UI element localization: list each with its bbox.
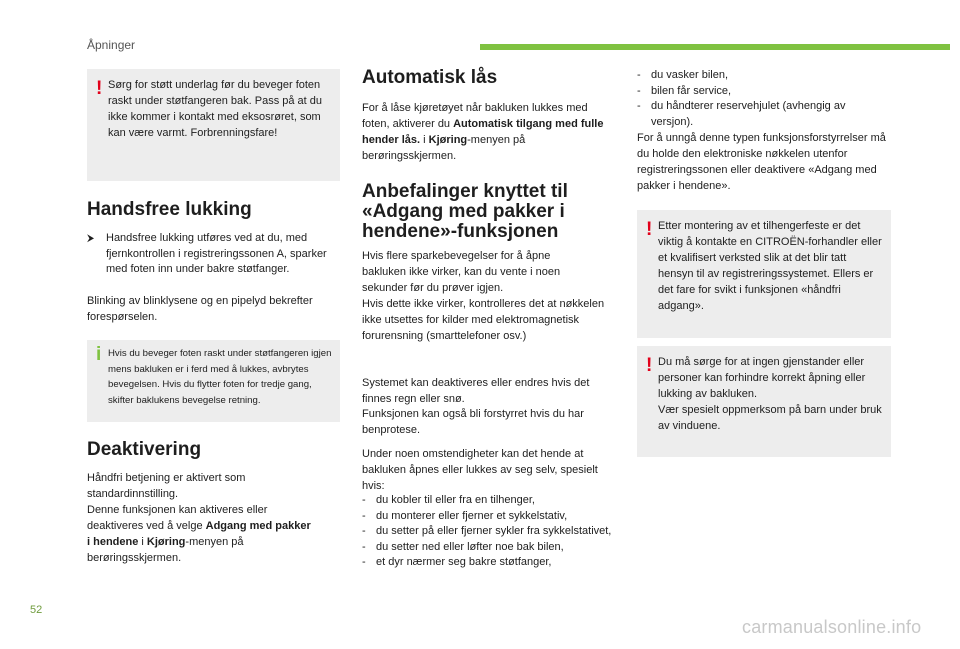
list-item: - du setter på eller fjerner sykler fra sykkelstativet,: [362, 524, 612, 540]
handsfree-bullet-item: [87, 231, 327, 278]
warning-text: Du må sørge for at ingen gjenstander eller personer kan forhindre korrekt åpning eller lukking av bakluken.: [658, 356, 866, 400]
continued-circumstances-list: [637, 68, 887, 130]
avoid-malfunction-text: For å unngå denne typen funksjonsforstyrrelser må du holde den elektroniske nøkkelen utenfor registreringssonen eller deaktivere «Adgang med pakker i hendene».: [637, 132, 886, 192]
list-item: - et dyr nærmer seg bakre støtfanger,: [362, 555, 612, 571]
list-item: - du setter ned eller løfter noe bak bilen,: [362, 540, 612, 556]
handsfree-confirmation-text: Blinking av blinklysene og en pipelyd bekrefter forespørselen.: [87, 295, 313, 323]
exclamation-warning-icon: !: [646, 355, 653, 376]
system-prosthesis-text: Funksjonen kan også bli forstyrret hvis du har benprotese.: [362, 408, 584, 436]
section-title: Åpninger: [87, 38, 136, 52]
warning-box-towbar: [637, 210, 891, 338]
info-box-foot-movement: [87, 340, 340, 422]
handsfree-bullet-text: Handsfree lukking utføres ved at du, med fjernkontrollen i registreringssonen A, sparker med foten inn under bakre støtfanger.: [106, 232, 327, 275]
recommend-retry-text: Hvis flere sparkebevegelser for å åpne bakluken ikke virker, kan du vente i noen sekunder før du prøver igjen.: [362, 250, 561, 294]
circumstances-list: [362, 493, 612, 571]
deactivation-instructions: Denne funksjonen kan aktiveres eller deaktiveres ved å velge Adgang med pakker i hendene i Kjøring-menyen på berøringsskjermen.: [87, 504, 311, 564]
list-item: - bilen får service,: [637, 84, 887, 100]
system-weather-text: Systemet kan deaktiveres eller endres hvis det finnes regn eller snø.: [362, 377, 590, 405]
circumstances-intro: Under noen omstendigheter kan det hende at bakluken åpnes eller lukkes av seg selv, spesielt hvis:: [362, 448, 598, 492]
info-icon: i: [96, 344, 102, 365]
exclamation-warning-icon: !: [96, 78, 103, 99]
list-item: - du håndterer reservehjulet (avhengig av versjon).: [637, 99, 887, 130]
warning-text: Etter montering av et tilhengerfeste er det viktig å kontakte en CITROËN-forhandler eller et kvalifisert verksted slik at det blir tatt hensyn til av registreringssystemet. Ellers er det fare for svikt i funksjonen «håndfri adgang».: [658, 220, 882, 312]
warning-box-exhaust: [87, 69, 340, 181]
watermark: carmanualsonline.info: [742, 617, 922, 637]
arrow-bullet-icon: ⮞: [87, 233, 95, 244]
heading-automatic-lock: Automatisk lås: [362, 67, 498, 88]
section-accent-bar: [480, 44, 950, 50]
deactivation-default-text: Håndfri betjening er aktivert som standardinnstilling.: [87, 472, 246, 500]
warning-box-obstacles: [637, 346, 891, 457]
list-item: - du vasker bilen,: [637, 68, 887, 84]
page-number: 52: [30, 604, 43, 616]
exclamation-warning-icon: !: [646, 219, 653, 240]
recommend-interference-text: Hvis dette ikke virker, kontrolleres det at nøkkelen ikke utsettes for kilder med elektromagnetisk forurensning (smarttelefoner osv.): [362, 298, 605, 342]
heading-recommendations: Anbefalinger knyttet til «Adgang med pakker i hendene»-funksjonen: [362, 181, 568, 242]
automatic-lock-text: For å låse kjøretøyet når bakluken lukkes med foten, aktiverer du Automatisk tilgang med fulle hender lås. i Kjøring-menyen på berøringsskjermen.: [362, 102, 604, 162]
info-text: Hvis du beveger foten raskt under støtfangeren igjen mens bakluken er i ferd med å lukkes, avbrytes bevegelsen. Hvis du flytter foten for tredje gang, skifter baklukens bevegelse retning.: [108, 348, 332, 406]
heading-deactivation: Deaktivering: [87, 439, 202, 460]
list-item: - du monterer eller fjerner et sykkelstativ,: [362, 509, 612, 525]
heading-handsfree-closing: Handsfree lukking: [87, 199, 252, 220]
list-item: - du kobler til eller fra en tilhenger,: [362, 493, 612, 509]
warning-text: Vær spesielt oppmerksom på barn under bruk av vinduene.: [658, 404, 882, 432]
warning-text: Sørg for støtt underlag før du beveger foten raskt under støtfangeren bak. Pass på at du ikke kommer i kontakt med eksosrøret, som kan være varmt. Forbrenningsfare!: [108, 79, 323, 139]
